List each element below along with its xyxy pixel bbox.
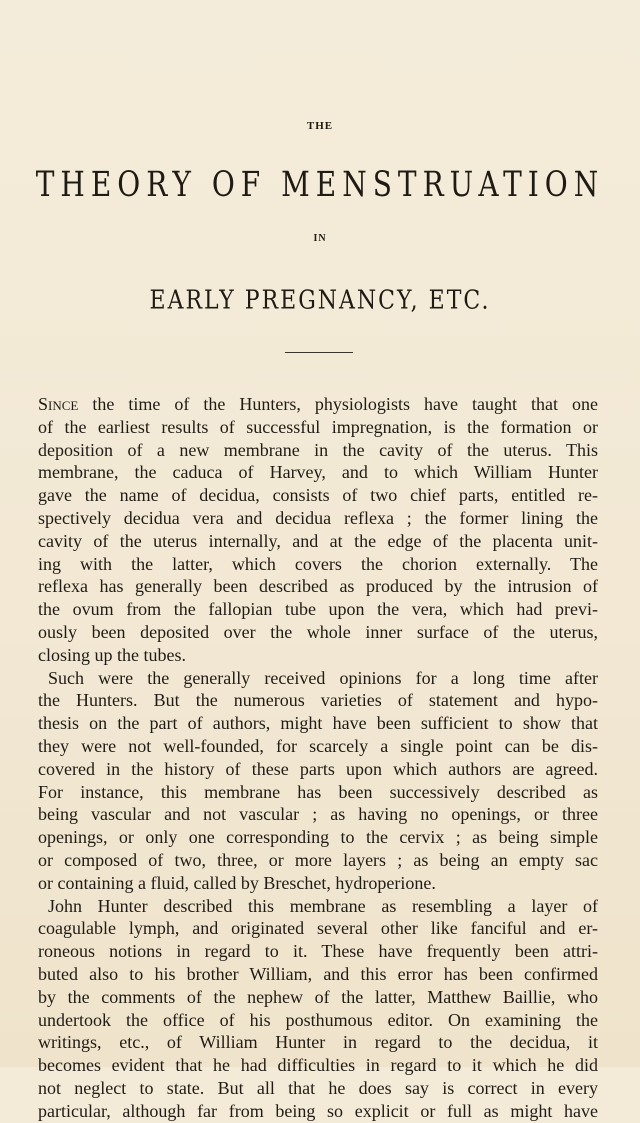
text-line: spectively decidua vera and decidua reflexa ; the former lining the — [38, 507, 598, 528]
text-line: the Hunters. But the numerous varieties of statement and hypo- — [38, 690, 598, 711]
text-line: or containing a fluid, called by Breschet, hydroperione. — [38, 872, 436, 893]
text-line: becomes evident that he had difficulties in regard to it which he did — [38, 1055, 598, 1076]
text-line: they were not well-founded, for scarcely a single point can be dis- — [38, 735, 598, 756]
text-line: Such were the generally received opinions for a long time after — [48, 667, 598, 688]
text-line: the ovum from the fallopian tube upon the vera, which had previ- — [38, 599, 598, 620]
text-line: John Hunter described this membrane as resembling a layer of — [48, 895, 598, 916]
drop-word: Since — [38, 394, 79, 414]
text-line: covered in the history of these parts upon which authors are agreed. — [38, 758, 598, 779]
text-line: ously been deposited over the whole inner surface of the uterus, — [38, 621, 598, 642]
text-line: Since the time of the Hunters, physiologists have taught that one — [38, 394, 598, 414]
main-title: THEORY OF MENSTRUATION — [35, 164, 605, 205]
text-line: thesis on the part of authors, might have been sufficient to show that — [38, 713, 598, 734]
text-line: by the comments of the nephew of the latter, Matthew Baillie, who — [38, 986, 598, 1007]
text-line: of the earliest results of successful impregnation, is the formation or — [38, 416, 598, 437]
text-line: being vascular and not vascular ; as having no openings, or three — [38, 804, 598, 825]
text-line: openings, or only one corresponding to the cervix ; as being simple — [38, 827, 598, 848]
text-line: particular, although far from being so explicit or full as might have — [38, 1100, 598, 1121]
text-line: gave the name of decidua, consists of two chief parts, entitled re- — [38, 485, 598, 506]
text-line: closing up the tubes. — [38, 644, 186, 665]
text-line: cavity of the uterus internally, and at the edge of the placenta unit- — [38, 530, 598, 551]
text-line: writings, etc., of William Hunter in regard to the decidua, it — [38, 1032, 598, 1053]
text-line: deposition of a new membrane in the cavity of the uterus. This — [38, 439, 598, 460]
text-line: or composed of two, three, or more layers ; as being an empty sac — [38, 849, 598, 870]
text-line: not neglect to state. But all that he does say is correct in every — [38, 1077, 598, 1098]
text-line: roneous notions in regard to it. These have frequently been attri- — [38, 941, 598, 962]
title-the: THE — [306, 120, 334, 132]
text-line: coagulable lymph, and originated several other like fanciful and er- — [38, 918, 598, 939]
title-in: IN — [313, 233, 327, 244]
text-line: ing with the latter, which covers the chorion externally. The — [38, 553, 598, 574]
text-line: undertook the office of his posthumous editor. On examining the — [38, 1009, 598, 1030]
text-line: membrane, the caduca of Harvey, and to which William Hunter — [38, 462, 598, 483]
text-line: reflexa has generally been described as produced by the intrusion of — [38, 576, 598, 597]
text-line: buted also to his brother William, and this error has been confirmed — [38, 963, 598, 984]
section-divider — [285, 352, 353, 353]
sub-title: EARLY PREGNANCY, ETC. — [149, 285, 491, 316]
text-line: For instance, this membrane has been successively described as — [38, 781, 598, 802]
body-text — [38, 393, 598, 1123]
